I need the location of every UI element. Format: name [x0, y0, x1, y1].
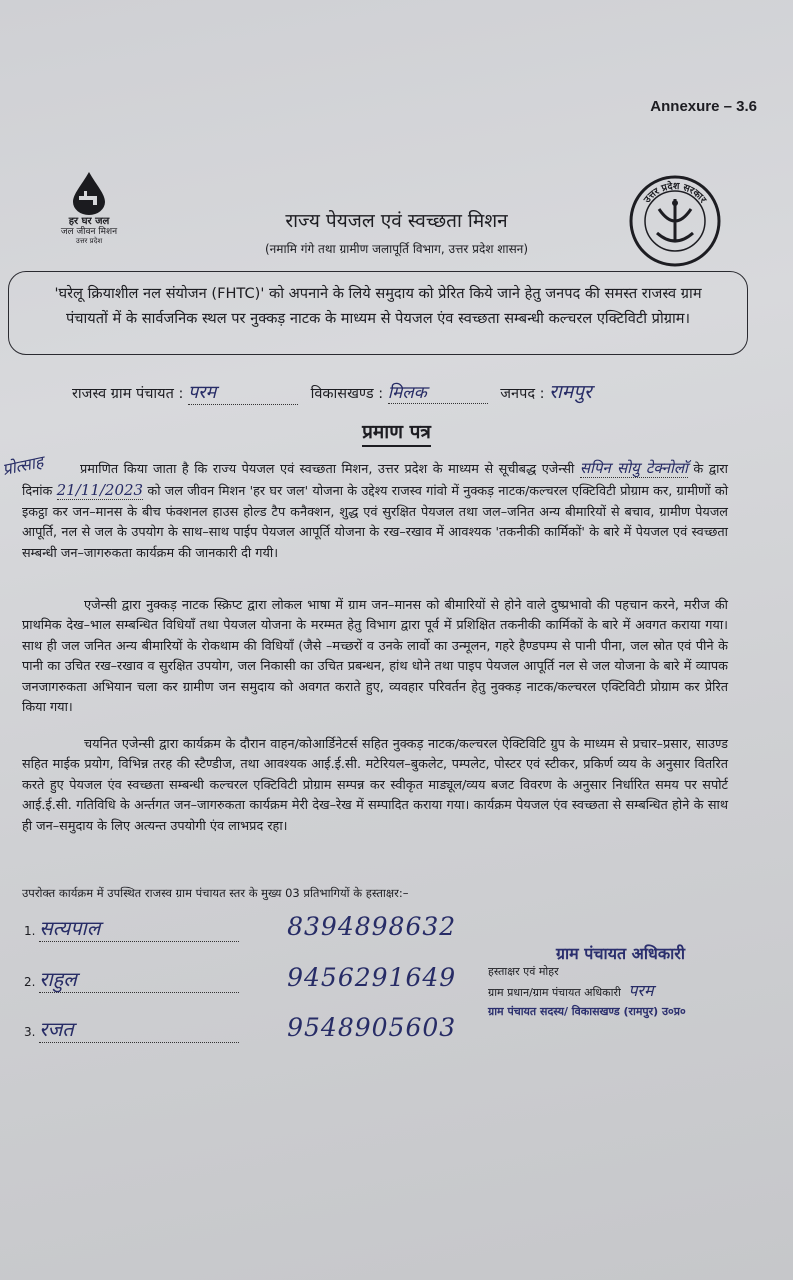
- officer-sign-label: हस्ताक्षर एवं मोहर: [488, 965, 559, 978]
- participant-signature: राहुल: [39, 965, 239, 993]
- participant-signature: रजत: [39, 1015, 239, 1043]
- program-description-box: 'घरेलू क्रियाशील नल संयोजन (FHTC)' को अपनाने के लिये समुदाय को प्रेरित किये जाने हेतु जनपद की समस्त राजस्व ग्राम पंचायतों में के सार्वजनिक स्थल पर नुक्कड़ नाटक के माध्यम से पेयजल एंव स्वच्छता सम्बन्धी कल्चरल एक्टिविटी प्रोग्राम।: [8, 271, 748, 355]
- gram-panchayat-label: राजस्व ग्राम पंचायत :: [72, 386, 184, 402]
- janpad-label: जनपद :: [500, 386, 545, 402]
- vikaskhand-label: विकासखण्ड :: [310, 386, 384, 402]
- participant-phone: 9456291649: [287, 963, 457, 992]
- participant-row: [24, 963, 456, 993]
- logo-line1: हर घर जल: [68, 216, 110, 227]
- janpad-value: रामपुर: [549, 381, 592, 403]
- paragraph-1-part1: प्रमाणित किया जाता है कि राज्य पेयजल एवं स्वच्छता मिशन, उत्तर प्रदेश के माध्यम से सूचीबद्ध एजेन्सी: [80, 462, 575, 477]
- gram-panchayat-value: परम: [188, 380, 298, 405]
- officer-stamp-title: ग्राम पंचायत अधिकारी: [556, 944, 685, 963]
- header-title: राज्य पेयजल एवं स्वच्छता मिशन: [285, 210, 508, 232]
- paragraph-3: चयनित एजेन्सी द्वारा कार्यक्रम के दौरान वाहन/कोआर्डिनेटर्स सहित नुक्कड़ नाटक/कल्चरल ऐक्टिविटि ग्रुप के माध्यम से प्रचार–प्रसार, साउण्ड सहित माईक प्रयोग, विभिन्न तरह की स्टैण्डीज, तथा आवश्यक आई.ई.सी. मटेरियल–बुकलेट, पम्पलेट, पोस्टर एवं स्टीकर, प्रकिर्ण व्यय के अनुसार वितरित करते हुए पेयजल एंव स्वच्छता सम्बन्धी कल्चरल एक्टिविटी प्रोग्राम सम्पन्न कर स्वीकृत माड्यूल/व्यय बजट विवरण के अनुसार निर्धारित समय पर सपोर्ट आई.ई.सी. गतिविधि के अर्न्तगत जन–जागरुकता कार्यक्रम मेरी देख–रेख में सम्पादित कराया गया। कार्यक्रम पेयजल एंव स्वच्छता से सम्बन्धित होने के साथ ही जन–समुदाय के लिए अत्यन्त उपयोगी एंव लाभप्रद रहा।: [22, 737, 728, 834]
- participant-number: 3.: [24, 1025, 36, 1039]
- participant-number: 2.: [24, 975, 36, 989]
- date-handwritten: 21/11/2023: [56, 481, 144, 500]
- participant-phone: 8394898632: [287, 912, 457, 941]
- participant-row: [24, 1013, 456, 1043]
- location-fields: [72, 378, 592, 405]
- vikaskhand-value: मिलक: [388, 380, 488, 404]
- participant-number: 1.: [24, 924, 36, 938]
- participant-signature: सत्यपाल: [39, 914, 239, 942]
- logo-line2: जल जीवन मिशन: [60, 227, 118, 237]
- margin-handwritten-name: प्रोत्साह: [0, 451, 45, 480]
- paragraph-2: एजेन्सी द्वारा नुक्कड़ नाटक स्क्रिप्ट द्वारा लोकल भाषा में ग्राम जन–मानस को बीमारियों से होने वाले दुष्प्रभावो की पहचान करने, मरीज की प्राथमिक देख–भाल सम्बन्धित विधियाँ तथा पेयजल योजना के मरम्मत हेतु विभाग द्वारा पूर्व में प्रशिक्षित तकनीकी कार्मिकों के बारे में अवगत कराया गया। साथ ही जल जनित अन्य बीमारियों के रोकथाम की विधियाँ (जैसे –मच्छरों व उनके लार्वो का उन्मूलन, गहरे हैण्डपम्प से पानी पीना, जल स्रोत एवं पीने के पानी का उचित रख–रखाव व सुरक्षित उपयोग, जल निकासी का उचित प्रबन्धन, हांथ धोने तथा पाइप पेयजल आपूर्ति नल से जल योजना के बारे में व्यापक जनजागरुकता अभियान चला कर ग्रामीण जन समुदाय को अवगत कराते हुए, व्यवहार परिवर्तन हेतु नुक्कड़ नाटक/कल्चरल एक्टिविटी प्रोग्राम कर प्रेरित किया गया।: [22, 598, 728, 716]
- officer-line2: ग्राम प्रधान/ग्राम पंचायत अधिकारी: [488, 986, 621, 999]
- paragraph-1-part3: को जल जीवन मिशन 'हर घर जल' योजना के उद्देश्य राजस्व गांवो में नुक्कड़ नाटक/कल्चरल एक्टिविटी प्रोग्राम कर, ग्रामीणों को इकट्ठा कर जन–मानस के बीच फंक्शनल हाउस होल्ड टैप कनैक्शन, शुद्ध एवं सुरक्षित पेयजल तथा जल–जनित अन्य बीमारियों से बचाव, ग्रामीण पेयजल आपूर्ति, नल से जल के उपयोग के साथ–साथ पाईप पेयजल आपूर्ति योजना के रख–रखाव में आवश्यक 'तकनीकी कार्मिकों' के बारे में पेयजल एवं स्वच्छता सम्बन्धी जन–जागरुकता कार्यक्रम की जानकारी दी गयी।: [22, 484, 729, 561]
- officer-stamp-name: परम: [628, 981, 654, 1000]
- seal-text: उत्तर प्रदेश सरकार: [641, 180, 709, 206]
- participant-row: [24, 912, 456, 942]
- agency-name-handwritten: सपिन सोयु टेक्नोलॉ: [579, 459, 688, 477]
- logo-line3: उत्तर प्रदेश: [75, 237, 103, 245]
- header-subtitle: (नमामि गंगे तथा ग्रामीण जलापूर्ति विभाग, उत्तर प्रदेश शासन): [264, 242, 529, 256]
- officer-line3: ग्राम पंचायत सदस्य/ विकासखण्ड (रामपुर) उ०प्र०: [488, 1005, 686, 1018]
- paragraph-1: [22, 458, 728, 564]
- participants-heading: उपरोक्त कार्यक्रम में उपस्थित राजस्व ग्राम पंचायत स्तर के मुख्य 03 प्रतिभागियों के हस्ताक्षर:–: [22, 886, 409, 900]
- participant-phone: 9548905603: [287, 1013, 457, 1042]
- officer-signature-block: [488, 962, 778, 1021]
- certificate-title: प्रमाण पत्र: [0, 418, 793, 444]
- annexure-label: Annexure – 3.6: [650, 98, 757, 115]
- paragraph-1-part2: के द्वारा दिनांक: [22, 462, 728, 500]
